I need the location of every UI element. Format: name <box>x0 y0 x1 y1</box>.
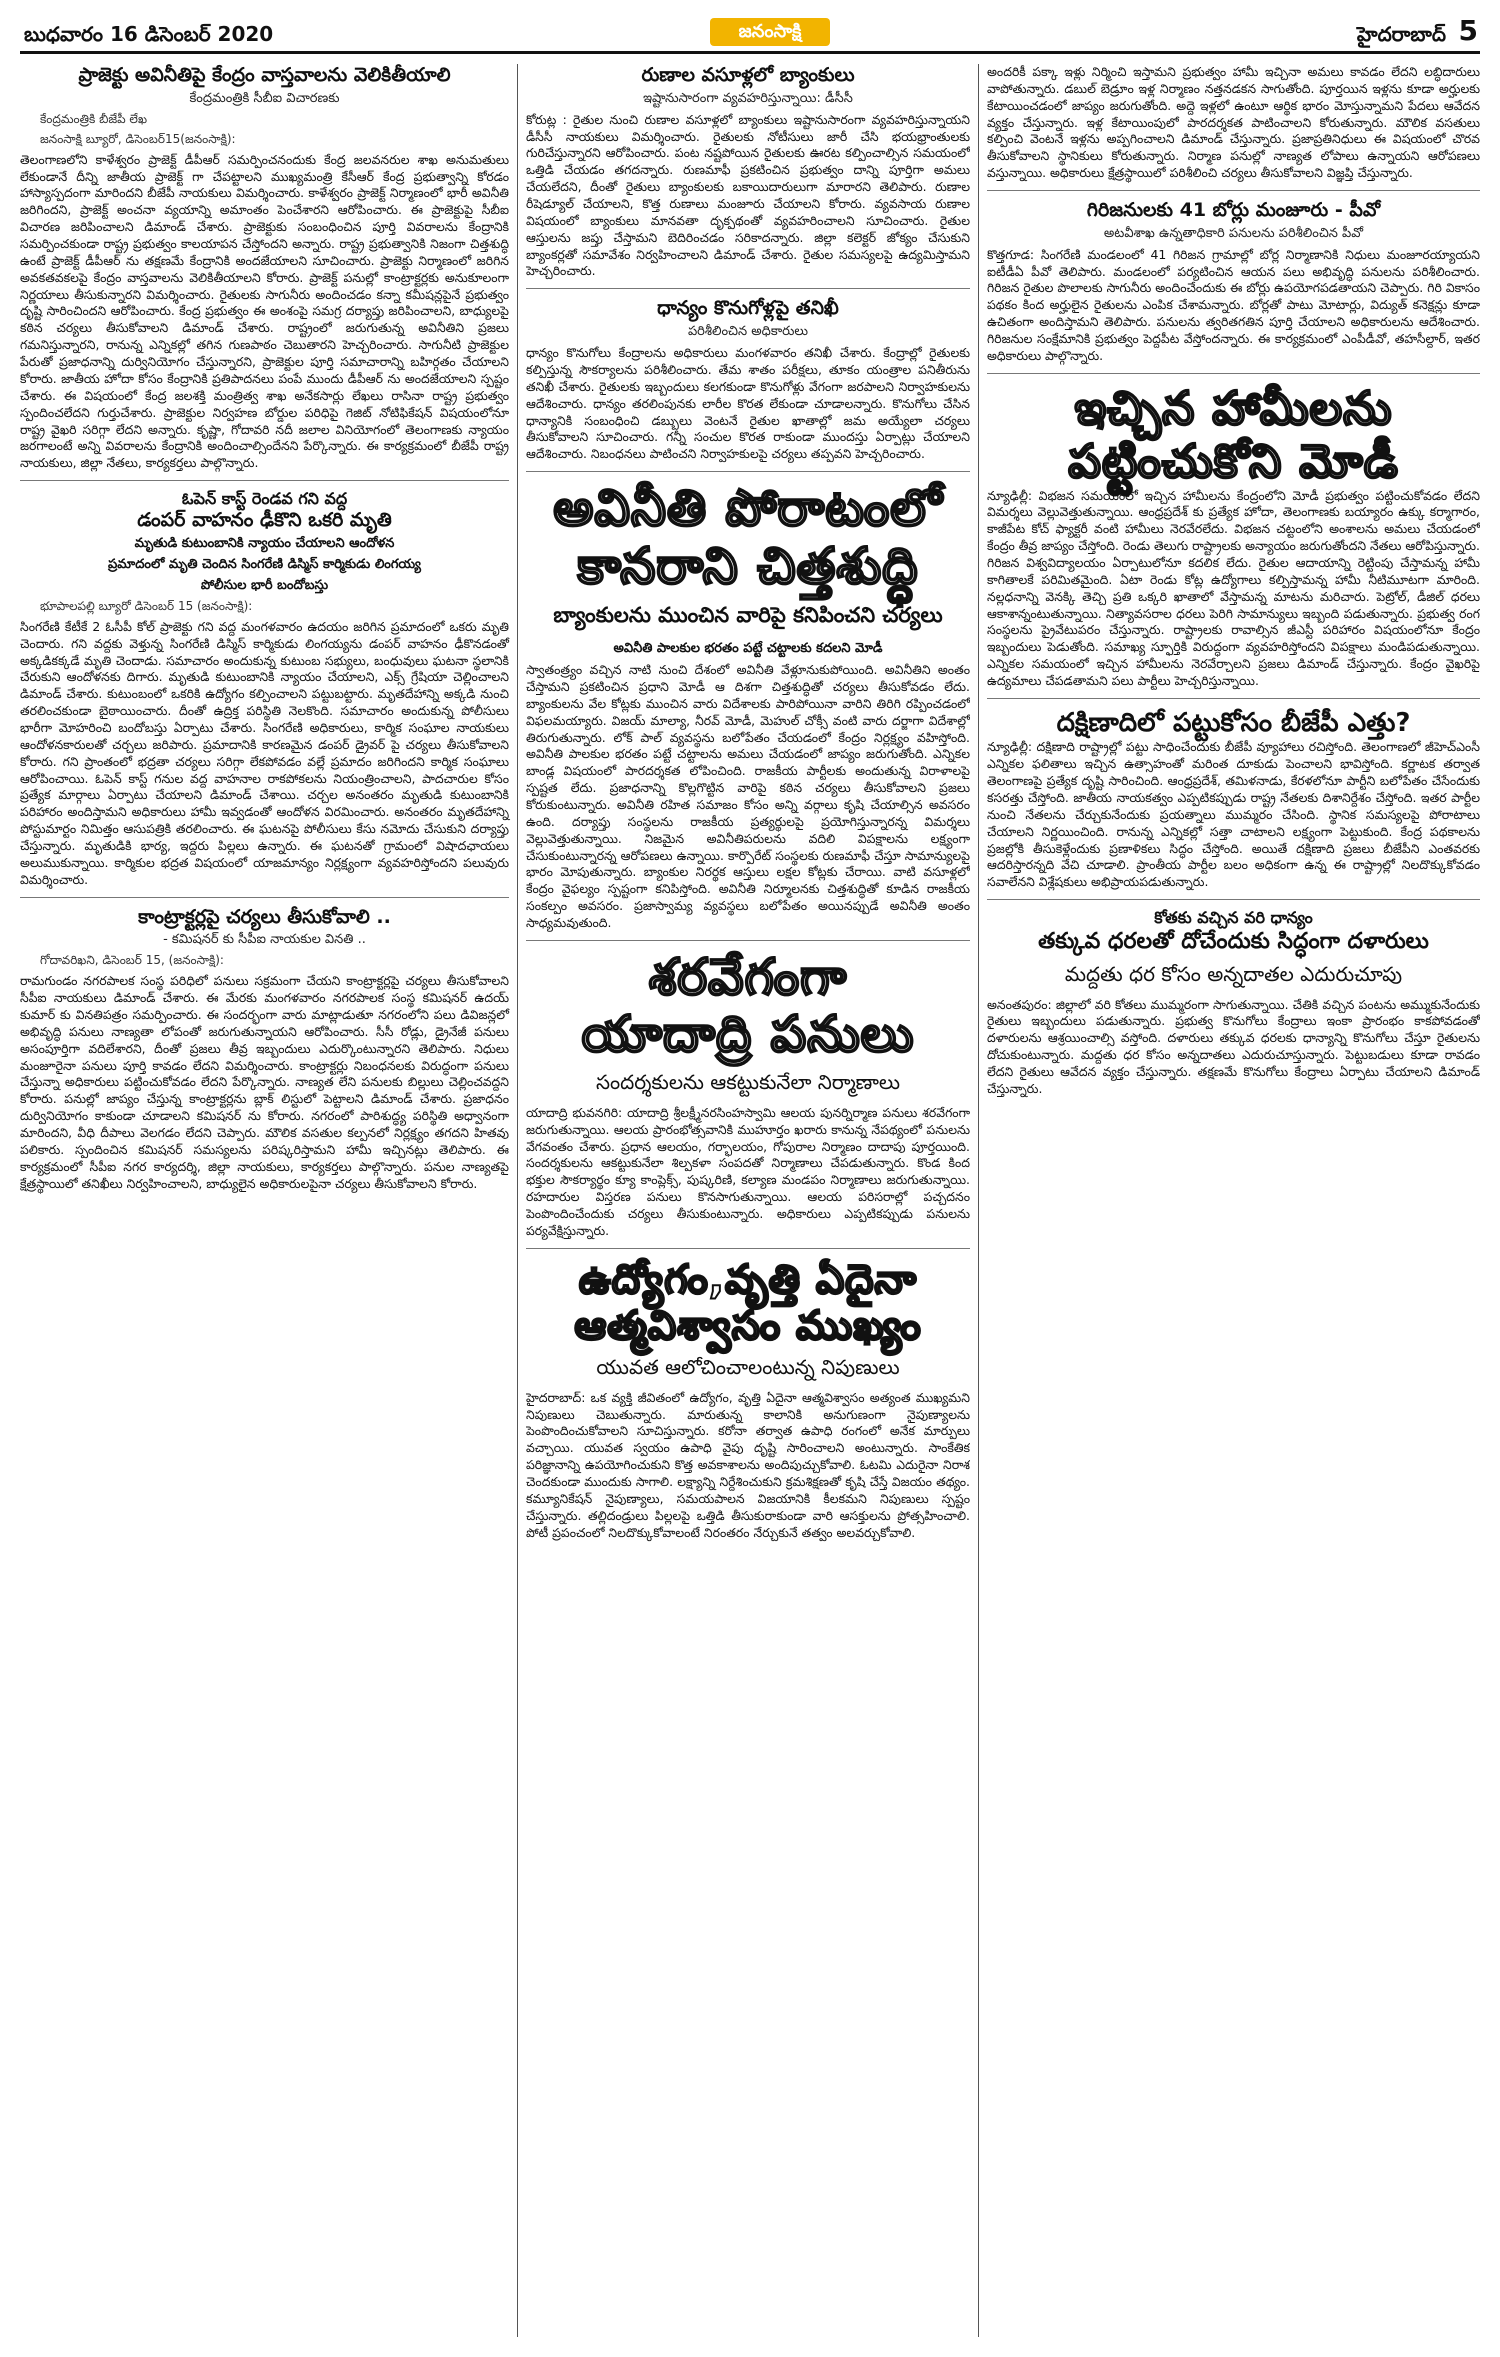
story-housing-continued <box>987 64 1480 191</box>
story-headline-main: డంపర్ వాహనం ఢీకొని ఒకరి మృతి <box>137 509 392 532</box>
feature-body: యాదాద్రి భువనగిరి: యాదాద్రి శ్రీలక్ష్మీనరసింహస్వామి ఆలయ పునర్నిర్మాణ పనులు శరవేగంగా జరుగుతున్నాయి. ఆలయ ప్రారంభోత్సవానికి ముహూర్తం ఖరారు కానున్న నేపథ్యంలో పనులను వేగవంతం చేశారు. ప్రధాన ఆలయం, గర్భాలయం, గోపురాల నిర్మాణం దాదాపు పూర్తయింది. సందర్శకులను ఆకట్టుకునేలా శిల్పకళా సంపదతో నిర్మాణాలు చేపడుతున్నారు. కొండ కింద భక్తుల సౌకర్యార్థం క్యూ కాంప్లెక్స్, పుష్కరిణి, కల్యాణ మండపం నిర్మాణాలు జరుగుతున్నాయి. రహదారుల విస్తరణ పనులు కొనసాగుతున్నాయి. ఆలయ పరిసరాల్లో పచ్చదనం పెంపొందించేందుకు చర్యలు తీసుకుంటున్నారు. అధికారులు ఎప్పటికప్పుడు పనులను పర్యవేక్షిస్తున్నారు. <box>526 1104 970 1238</box>
story-body: ధాన్యం కొనుగోలు కేంద్రాలను అధికారులు మంగళవారం తనిఖీ చేశారు. కేంద్రాల్లో రైతులకు కల్పిస్తున్న సౌకర్యాలను పరిశీలించారు. తేమ శాతం పరీక్షలు, తూకం యంత్రాల పనితీరును తనిఖీ చేశారు. రైతులకు ఇబ్బందులు కలగకుండా కొనుగోళ్లు వేగంగా జరపాలని నిర్వాహకులను ఆదేశించారు. ధాన్యం తరలింపునకు లారీల కొరత లేకుండా చూడాలన్నారు. కొనుగోలు చేసిన ధాన్యానికి సంబంధించి డబ్బులు వెంటనే రైతుల ఖాతాల్లో జమ అయ్యేలా చర్యలు తీసుకోవాలని సూచించారు. గన్నీ సంచుల కొరత రాకుండా ముందస్తు ఏర్పాట్లు చేయాలని ఆదేశించారు. నిబంధనలు పాటించని నిర్వాహకులపై చర్యలు తప్పవని హెచ్చరించారు. <box>526 345 970 462</box>
masthead <box>20 14 1480 54</box>
feature-subhead: బ్యాంకులను ముంచిన వారిపై కనిపించని చర్యలు <box>553 603 943 628</box>
feature-headline-line1: ఉద్యోగం,వృత్తి ఏదైనా <box>578 1256 918 1303</box>
story-bjp-south <box>987 707 1480 900</box>
story-body: కొత్తగూడ: సింగరేణి మండలంలో 41 గిరిజన గ్రామాల్లో బోర్ల నిర్మాణానికి నిధులు మంజూరయ్యాయని ఐటీడీఏ పీవో తెలిపారు. మండలంలో పర్యటించిన ఆయన పలు అభివృద్ధి పనులను పరిశీలించారు. గిరిజన రైతుల పొలాలకు సాగునీరు అందించేందుకు ఈ బోర్లు ఉపయోగపడతాయని చెప్పారు. గిరి వికాసం పథకం కింద అర్హులైన రైతులను ఎంపిక చేశామన్నారు. బోర్లతో పాటు మోటార్లు, విద్యుత్ కనెక్షన్లు కూడా ఉచితంగా అందిస్తామని తెలిపారు. పనులను త్వరితగతిన పూర్తి చేయాలని అధికారులను ఆదేశించారు. గిరిజనుల సంక్షేమానికి ప్రభుత్వం పెద్దపీట వేస్తోందన్నారు. ఈ కార్యక్రమంలో ఎంపీడీవో, తహసీల్దార్, ఇతర అధికారులు పాల్గొన్నారు. <box>987 246 1480 363</box>
story-headline: ధాన్యం కొనుగోళ్లపై తనిఖీ <box>657 297 839 320</box>
story-dateline: జనంసాక్షి బ్యూరో, డిసెంబర్15(జనంసాక్షి): <box>40 131 236 146</box>
story-subhead: ఇష్టానుసారంగా వ్యవహరిస్తున్నాయి: డీసీసీ <box>643 90 853 106</box>
feature-headline-line1: శరవేగంగా <box>648 947 848 1006</box>
story-subhead: మృతుడి కుటుంబానికి న్యాయం చేయాలని ఆందోళన <box>134 535 395 551</box>
feature-headline-line2: యాదాద్రి పనులు <box>581 1005 915 1064</box>
feature-headline-line1: ఇచ్చిన హామీలను <box>1074 380 1393 435</box>
story-tribal-borewells <box>987 199 1480 374</box>
story-paddy-harvest <box>987 908 1480 1106</box>
story-subhead: - కమిషనర్ కు సీపీఐ నాయకుల వినతి .. <box>163 932 366 948</box>
story-yadadri-feature <box>526 949 970 1249</box>
story-byline: కేంద్రమంత్రికి బీజేపీ లేఖ <box>40 111 148 126</box>
story-bank-loans <box>526 64 970 289</box>
column-right <box>978 64 1480 2337</box>
feature-subhead-2: అవినీతి పాలకుల భరతం పట్టే చట్టాలకు కదలని మోడీ <box>613 641 883 657</box>
story-body: న్యూఢిల్లీ: దక్షిణాది రాష్ట్రాల్లో పట్టు సాధించేందుకు బీజేపీ వ్యూహాలు రచిస్తోంది. తెలంగాణలో జీహెచ్ఎంసీ ఎన్నికల ఫలితాలు ఇచ్చిన ఉత్సాహంతో మరింత దూకుడు పెంచాలని భావిస్తోంది. కర్ణాటక తర్వాత తెలంగాణపై ప్రత్యేక దృష్టి సారించింది. ఆంధ్రప్రదేశ్, తమిళనాడు, కేరళలోనూ పార్టీని బలోపేతం చేసేందుకు కసరత్తు చేస్తోంది. జాతీయ నాయకత్వం ఎప్పటికప్పుడు రాష్ట్ర నేతలకు దిశానిర్దేశం చేస్తోంది. ఇతర పార్టీల నుంచి నేతలను చేర్చుకునేందుకు ప్రయత్నాలు ముమ్మరం చేసింది. స్థానిక సమస్యలపై పోరాటాలు చేయాలని నిర్ణయించింది. రానున్న ఎన్నికల్లో సత్తా చాటాలని లక్ష్యంగా పెట్టుకుంది. కేంద్ర పథకాలను ప్రజల్లోకి తీసుకెళ్లేందుకు ప్రణాళికలు సిద్ధం చేస్తోంది. అయితే దక్షిణాది ప్రజలు బీజేపీని ఎంతవరకు ఆదరిస్తారన్నది వేచి చూడాలి. ప్రాంతీయ పార్టీల బలం అధికంగా ఉన్న ఈ రాష్ట్రాల్లో నిలదొక్కుకోవడం సవాలేనని విశ్లేషకులు అభిప్రాయపడుతున్నారు. <box>987 739 1480 890</box>
story-subhead-2: ప్రమాదంలో మృతి చెందిన సింగరేణి డిస్మిస్ కార్మికుడు లింగయ్య <box>108 556 421 572</box>
story-contractors <box>20 906 509 1201</box>
story-body: సింగరేణి కేటీకే 2 ఓసీపీ కోల్ ప్రాజెక్టు గని వద్ద మంగళవారం ఉదయం జరిగిన ప్రమాదంలో ఒకరు మృతి చెందారు. గని వద్దకు వెళ్తున్న సింగరేణి డిస్మిస్ కార్మికుడు లింగయ్యను డంపర్ వాహనం ఢీకొనడంతో అక్కడికక్కడే మృతి చెందాడు. సమాచారం అందుకున్న కుటుంబ సభ్యులు, బంధువులు ఘటనా స్థలానికి చేరుకుని ఆందోళనకు దిగారు. మృతుడి కుటుంబానికి న్యాయం చేయాలని, ఎక్స్ గ్రేషియా చెల్లించాలని డిమాండ్ చేశారు. కుటుంబంలో ఒకరికి ఉద్యోగం కల్పించాలని పట్టుబట్టారు. మృతదేహాన్ని అక్కడి నుంచి తరలించకుండా బైఠాయించారు. దీంతో ఉద్రిక్త పరిస్థితి నెలకొంది. సమాచారం అందుకున్న పోలీసులు భారీగా మోహరించి బందోబస్తు ఏర్పాటు చేశారు. సింగరేణి అధికారులు, కార్మిక సంఘాల నాయకులు ఆందోళనకారులతో చర్చలు జరిపారు. ప్రమాదానికి కారణమైన డంపర్ డ్రైవర్ పై చర్యలు తీసుకోవాలని కోరారు. గని ప్రాంతంలో భద్రతా చర్యలు సరిగ్గా లేకపోవడం వల్లే ప్రమాదం జరిగిందని కార్మిక సంఘాలు ఆరోపించాయి. ఓపెన్ కాస్ట్ గనుల వద్ద వాహనాల రాకపోకలను నియంత్రించాలని, పాదచారుల కోసం ప్రత్యేక మార్గాలు ఏర్పాటు చేయాలని డిమాండ్ చేశాయి. చర్చల అనంతరం మృతుడి కుటుంబానికి పరిహారం అందిస్తామని అధికారులు హామీ ఇవ్వడంతో ఆందోళన విరమించారు. అనంతరం మృతదేహాన్ని పోస్టుమార్టం నిమిత్తం ఆసుపత్రికి తరలించారు. ఈ ఘటనపై పోలీసులు కేసు నమోదు చేసుకుని దర్యాప్తు చేస్తున్నారు. మృతుడికి భార్య, ఇద్దరు పిల్లలు ఉన్నారు. ఈ ఘటనతో గ్రామంలో విషాదఛాయలు అలుముకున్నాయి. కార్మికుల భద్రత విషయంలో యాజమాన్యం నిర్లక్ష్యంగా వ్యవహరిస్తోందని పలువురు విమర్శించారు. <box>20 618 509 887</box>
story-promises-feature <box>987 382 1480 699</box>
story-body: రామగుండం నగరపాలక సంస్థ పరిధిలో పనులు సక్రమంగా చేయని కాంట్రాక్టర్లపై చర్యలు తీసుకోవాలని సీపీఐ నాయకులు డిమాండ్ చేశారు. ఈ మేరకు మంగళవారం నగరపాలక సంస్థ కమిషనర్ ఉదయ్ కుమార్ కు వినతిపత్రం సమర్పించారు. ఈ సందర్భంగా వారు మాట్లాడుతూ నగరంలోని పలు డివిజన్లలో అభివృద్ధి పనులు నాణ్యతా లోపంతో జరుగుతున్నాయని ఆరోపించారు. సీసీ రోడ్లు, డ్రైనేజీ పనులు అసంపూర్తిగా వదిలేశారని, దీంతో ప్రజలు తీవ్ర ఇబ్బందులు ఎదుర్కొంటున్నారని తెలిపారు. నిధులు మంజూరైనా పనులు పూర్తి కావడం లేదని విమర్శించారు. కాంట్రాక్టర్లు నిబంధనలకు విరుద్ధంగా పనులు చేస్తున్నా అధికారులు పట్టించుకోవడం లేదని పేర్కొన్నారు. నాణ్యత లేని పనులకు బిల్లులు చెల్లించవద్దని కోరారు. పనుల్లో జాప్యం చేస్తున్న కాంట్రాక్టర్లను బ్లాక్ లిస్టులో పెట్టాలని డిమాండ్ చేశారు. ప్రజాధనం దుర్వినియోగం కాకుండా చూడాలని కమిషనర్ ను కోరారు. నగరంలో పారిశుద్ధ్య పరిస్థితి అధ్వానంగా మారిందని, వీధి దీపాలు వెలగడం లేదని చెప్పారు. మౌలిక వసతుల కల్పనలో నిర్లక్ష్యం తగదని హితవు పలికారు. స్పందించిన కమిషనర్ సమస్యలను పరిష్కరిస్తామని హామీ ఇచ్చినట్లు తెలిపారు. ఈ కార్యక్రమంలో సీపీఐ నగర కార్యదర్శి, జిల్లా నాయకులు, కార్యకర్తలు పాల్గొన్నారు. పనుల నాణ్యతపై క్షేత్రస్థాయిలో తనిఖీలు నిర్వహించాలని, బాధ్యులైన అధికారులపైనా చర్యలు తీసుకోవాలని కోరారు. <box>20 973 509 1191</box>
feature-headline-line1: అవినీతి పోరాటంలో <box>553 479 943 538</box>
column-middle <box>526 64 970 2337</box>
story-corruption-feature <box>526 480 970 941</box>
story-headline: దక్షిణాదిలో పట్టుకోసం బీజేపీ ఎత్తు? <box>1056 707 1411 738</box>
story-dateline: భూపాలపల్లి బ్యూరో డిసెంబర్ 15 (జనంసాక్షి): <box>40 598 253 613</box>
story-headline: రుణాల వసూళ్లలో బ్యాంకులు <box>641 64 855 86</box>
story-body: కోరుట్ల : రైతుల నుంచి రుణాల వసూళ్లలో బ్యాంకులు ఇష్టానుసారంగా వ్యవహరిస్తున్నాయని డీసీసీ నాయకులు విమర్శించారు. రైతులకు నోటీసులు జారీ చేసి భయభ్రాంతులకు గురిచేస్తున్నారని ఆరోపించారు. పంట నష్టపోయిన రైతులకు ఊరట కల్పించాల్సిన సమయంలో ఒత్తిడి చేయడం తగదన్నారు. రుణమాఫీ ప్రకటించిన ప్రభుత్వం దాన్ని పూర్తిగా అమలు చేయలేదని, దీంతో రైతులు బ్యాంకులకు బకాయిదారులుగా మారారని తెలిపారు. రుణాల రీషెడ్యూల్ చేయాలని, కొత్త రుణాలు మంజూరు చేయాలని కోరారు. వ్యవసాయ రుణాల విషయంలో బ్యాంకులు మానవతా దృక్పథంతో వ్యవహరించాలని సూచించారు. రైతుల ఆస్తులను జప్తు చేస్తామని బెదిరించడం సరికాదన్నారు. జిల్లా కలెక్టర్ జోక్యం చేసుకుని బ్యాంకర్లతో సమావేశం నిర్వహించాలని డిమాండ్ చేశారు. రైతుల సమస్యలపై ఉద్యమిస్తామని హెచ్చరించారు. <box>526 111 970 279</box>
story-subhead-3: పోలీసుల భారీ బందోబస్తు <box>200 577 329 593</box>
story-headline: గిరిజనులకు 41 బోర్లు మంజూరు - పీవో <box>1086 199 1381 222</box>
feature-body: స్వాతంత్ర్యం వచ్చిన నాటి నుంచి దేశంలో అవినీతి వేళ్లూనుకుపోయింది. అవినీతిని అంతం చేస్తామని ప్రకటించిన ప్రధాని మోడీ ఆ దిశగా చిత్తశుద్ధితో చర్యలు తీసుకోవడం లేదు. బ్యాంకులను వేల కోట్లకు ముంచిన వారు విదేశాలకు పారిపోయినా వారిని తిరిగి రప్పించడంలో విఫలమయ్యారు. విజయ్ మాల్యా, నీరవ్ మోడీ, మెహుల్ చోక్సీ వంటి వారు దర్జాగా విదేశాల్లో తిరుగుతున్నారు. లోక్ పాల్ వ్యవస్థను బలోపేతం చేయడంలో కేంద్రం నిర్లక్ష్యం వహిస్తోంది. అవినీతి పాలకుల భరతం పట్టే చట్టాలను అమలు చేయడంలో జాప్యం జరుగుతోంది. ఎన్నికల బాండ్ల విషయంలో పారదర్శకత లోపించింది. రాజకీయ పార్టీలకు అందుతున్న విరాళాలపై స్పష్టత లేదు. ప్రజాధనాన్ని కొల్లగొట్టిన వారిపై కఠిన చర్యలు తీసుకోవాలని ప్రజలు కోరుకుంటున్నారు. అవినీతి రహిత సమాజం కోసం అన్ని వర్గాలు కృషి చేయాల్సిన అవసరం ఉంది. దర్యాప్తు సంస్థలను రాజకీయ ప్రత్యర్థులపై ప్రయోగిస్తున్నారన్న విమర్శలు వెల్లువెత్తుతున్నాయి. నిజమైన అవినీతిపరులను వదిలి విపక్షాలను లక్ష్యంగా చేసుకుంటున్నారన్న ఆరోపణలు ఉన్నాయి. కార్పొరేట్ సంస్థలకు రుణమాఫీ చేస్తూ సామాన్యులపై భారం మోపుతున్నారు. బ్యాంకుల నిరర్థక ఆస్తులు లక్షల కోట్లకు చేరాయి. వాటి వసూళ్లలో కేంద్రం వైఫల్యం స్పష్టంగా కనిపిస్తోంది. అవినీతి నిర్మూలనకు చిత్తశుద్ధితో కూడిన రాజకీయ సంకల్పం అవసరం. ప్రజాస్వామ్య వ్యవస్థలు బలోపేతం అయినప్పుడే అవినీతి అంతం సాధ్యమవుతుంది. <box>526 662 970 930</box>
story-dateline: గోదావరిఖని, డిసెంబర్ 15, (జనంసాక్షి): <box>40 953 224 968</box>
story-subhead: మద్దతు ధర కోసం అన్నదాతల ఎదురుచూపు <box>1064 961 1403 986</box>
edition-city: హైదరాబాద్ <box>1356 22 1446 46</box>
page-number: 5 <box>1458 14 1478 47</box>
story-headline: ఓపెన్ కాస్ట్ రెండవ గని వద్ద <box>181 489 348 509</box>
issue-date: బుధవారం 16 డిసెంబర్ 2020 <box>24 22 274 46</box>
story-body: తెలంగాణలోని కాళేశ్వరం ప్రాజెక్ట్ డీపీఆర్ సమర్పించనందుకు కేంద్ర జలవనరుల శాఖ అనుమతులు లేకుండానే దీన్ని జాతీయ ప్రాజెక్ట్ గా చేపట్టాలని ముఖ్యమంత్రి కేసీఆర్ కేంద్ర ప్రభుత్వాన్ని కోరడం హాస్యాస్పదంగా మారిందని బీజేపీ నాయకులు విమర్శించారు. కాళేశ్వరం ప్రాజెక్ట్ నిర్మాణంలో భారీ అవినీతి జరిగిందని, ప్రాజెక్ట్ అంచనా వ్యయాన్ని అమాంతం పెంచేశారని ఆరోపించారు. ఈ ప్రాజెక్టుపై సీబీఐ విచారణ జరిపించాలని డిమాండ్ చేశారు. ప్రాజెక్టుకు సంబంధించిన పూర్తి వివరాలను కేంద్రానికి సమర్పించకుండా రాష్ట్ర ప్రభుత్వం కాలయాపన చేస్తోందని అన్నారు. రాష్ట్ర ప్రభుత్వానికి నిజంగా చిత్తశుద్ధి ఉంటే ప్రాజెక్ట్ డీపీఆర్ ను తక్షణమే కేంద్రానికి అందజేయాలని సూచించారు. ప్రాజెక్టు నిర్మాణంలో జరిగిన అవకతవకలపై కేంద్రం వాస్తవాలను వెలికితీయాలని కోరారు. ప్రాజెక్ట్ పనుల్లో కాంట్రాక్టర్లకు అనుకూలంగా నిర్ణయాలు తీసుకున్నారని విమర్శించారు. రైతులకు సాగునీరు అందించడం కన్నా కమీషన్లపైనే ప్రభుత్వం దృష్టి సారించిందని ఆరోపించారు. కేంద్ర ప్రభుత్వం ఈ అంశంపై సమగ్ర దర్యాప్తు జరిపించాలని, బాధ్యులపై కఠిన చర్యలు తీసుకోవాలని డిమాండ్ చేశారు. రాష్ట్రంలో జరుగుతున్న అవినీతిని ప్రజలు గమనిస్తున్నారని, రానున్న ఎన్నికల్లో తగిన గుణపాఠం చెబుతారని హెచ్చరించారు. సాగునీటి ప్రాజెక్టుల పేరుతో ప్రజాధనాన్ని దుర్వినియోగం చేస్తున్నారని, ప్రాజెక్టుల పూర్తి సమాచారాన్ని బహిర్గతం చేయాలని కోరారు. జాతీయ హోదా కోసం కేంద్రానికి ప్రతిపాదనలు పంపే ముందు డీపీఆర్ ను అందజేయాలని స్పష్టం చేశారు. ఈ విషయంలో కేంద్ర జలశక్తి మంత్రిత్వ శాఖ అనేకసార్లు లేఖలు రాసినా రాష్ట్ర ప్రభుత్వం స్పందించలేదని గుర్తుచేశారు. ప్రాజెక్టుల నిర్వహణ బోర్డుల పరిధిపై గెజిట్ నోటిఫికేషన్ విషయంలోనూ రాష్ట్ర వైఖరి సరిగ్గా లేదని అన్నారు. కృష్ణా, గోదావరి నదీ జలాల వినియోగంలో తెలంగాణకు న్యాయం జరగాలంటే అన్ని వివరాలను కేంద్రానికి అందించాల్సిందేనని పేర్కొన్నారు. ఈ కార్యక్రమంలో బీజేపీ రాష్ట్ర నాయకులు, జిల్లా నేతలు, కార్యకర్తలు పాల్గొన్నారు. <box>20 151 509 471</box>
story-body: అనంతపురం: జిల్లాలో వరి కోతలు ముమ్మరంగా సాగుతున్నాయి. చేతికి వచ్చిన పంటను అమ్ముకునేందుకు రైతులు ఇబ్బందులు పడుతున్నారు. ప్రభుత్వ కొనుగోలు కేంద్రాలు ఇంకా ప్రారంభం కాకపోవడంతో దళారులను ఆశ్రయించాల్సి వస్తోంది. దళారులు తక్కువ ధరలకు ధాన్యాన్ని కొనుగోలు చేస్తూ రైతులను దోచుకుంటున్నారు. మద్దతు ధర కోసం అన్నదాతలు ఎదురుచూస్తున్నారు. పెట్టుబడులు కూడా రావడం లేదని రైతులు ఆవేదన వ్యక్తం చేస్తున్నారు. తక్షణమే కొనుగోలు కేంద్రాలు ఏర్పాటు చేయాలని డిమాండ్ చేస్తున్నారు. <box>987 996 1480 1096</box>
feature-body: న్యూఢిల్లీ: విభజన సమయంలో ఇచ్చిన హామీలను కేంద్రంలోని మోడీ ప్రభుత్వం పట్టించుకోవడం లేదని విమర్శలు వెల్లువెత్తుతున్నాయి. ఆంధ్రప్రదేశ్ కు ప్రత్యేక హోదా, తెలంగాణకు బయ్యారం ఉక్కు కర్మాగారం, కాజీపేట కోచ్ ఫ్యాక్టరీ వంటి హామీలు నెరవేరలేదు. విభజన చట్టంలోని అంశాలను అమలు చేయడంలో కేంద్రం తీవ్ర జాప్యం చేస్తోంది. రెండు తెలుగు రాష్ట్రాలకు అన్యాయం జరుగుతోందని నేతలు ఆరోపిస్తున్నారు. గిరిజన విశ్వవిద్యాలయం ఏర్పాటులోనూ కదలిక లేదు. రైతుల ఆదాయాన్ని రెట్టింపు చేస్తామన్న హామీ కాగితాలకే పరిమితమైంది. ఏటా రెండు కోట్ల ఉద్యోగాలు కల్పిస్తామన్న హామీ నీటిమూటగా మారింది. నల్లధనాన్ని వెనక్కి తెచ్చి ప్రతి ఒక్కరి ఖాతాలో వేస్తామన్న మాటను మరిచారు. పెట్రోల్, డీజిల్ ధరలు ఆకాశాన్నంటుతున్నాయి. నిత్యావసరాల ధరలు పెరిగి సామాన్యులు ఇబ్బంది పడుతున్నారు. ప్రభుత్వ రంగ సంస్థలను ప్రైవేటుపరం చేస్తున్నారు. రాష్ట్రాలకు రావాల్సిన జీఎస్టీ పరిహారం విషయంలోనూ కేంద్రం ఇబ్బందులు పెడుతోంది. సమాఖ్య స్ఫూర్తికి విరుద్ధంగా వ్యవహరిస్తోందని విపక్షాలు మండిపడుతున్నాయి. ఎన్నికల సమయంలో ఇచ్చిన హామీలను నెరవేర్చాలని ప్రజలు డిమాండ్ చేస్తున్నారు. కేంద్రం వైఖరిపై ఉద్యమాలు చేపడతామని పలు పార్టీలు హెచ్చరిస్తున్నాయి. <box>987 487 1480 689</box>
story-open-cast-accident <box>20 489 509 898</box>
story-grain-inspection <box>526 297 970 472</box>
story-subhead: కేంద్రమంత్రికి సీబీఐ విచారణకు <box>189 90 340 106</box>
feature-subhead: యువత ఆలోచించాలంటున్న నిపుణులు <box>596 1354 900 1379</box>
column-left <box>20 64 518 2337</box>
story-headline: కోతకు వచ్చిన వరి ధాన్యం <box>1154 908 1313 928</box>
newspaper-logo: జనంసాక్షి <box>710 18 830 46</box>
feature-subhead: సందర్శకులను ఆకట్టుకునేలా నిర్మాణాలు <box>595 1069 901 1094</box>
story-headline-main: తక్కువ ధరలతో దోచేందుకు సిద్ధంగా దళారులు <box>1038 929 1429 955</box>
story-confidence-feature <box>526 1257 970 1550</box>
story-headline: ప్రాజెక్టు అవినీతిపై కేంద్రం వాస్తవాలను వెలికితీయాలి <box>78 64 451 86</box>
feature-body: హైదరాబాద్: ఒక వ్యక్తి జీవితంలో ఉద్యోగం, వృత్తి ఏదైనా ఆత్మవిశ్వాసం అత్యంత ముఖ్యమని నిపుణులు చెబుతున్నారు. మారుతున్న కాలానికి అనుగుణంగా నైపుణ్యాలను పెంపొందించుకోవాలని సూచిస్తున్నారు. కరోనా తర్వాత ఉపాధి రంగంలో అనేక మార్పులు వచ్చాయి. యువత స్వయం ఉపాధి వైపు దృష్టి సారించాలని అంటున్నారు. సాంకేతిక పరిజ్ఞానాన్ని ఉపయోగించుకుని కొత్త అవకాశాలను అందిపుచ్చుకోవాలి. ఓటమి ఎదురైనా నిరాశ చెందకుండా ముందుకు సాగాలి. లక్ష్యాన్ని నిర్దేశించుకుని క్రమశిక్షణతో కృషి చేస్తే విజయం తథ్యం. కమ్యూనికేషన్ నైపుణ్యాలు, సమయపాలన విజయానికి కీలకమని నిపుణులు స్పష్టం చేస్తున్నారు. తల్లిదండ్రులు పిల్లలపై ఒత్తిడి తీసుకురాకుండా వారి ఆసక్తులను ప్రోత్సహించాలి. పోటీ ప్రపంచంలో నిలదొక్కుకోవాలంటే నిరంతరం నేర్చుకునే తత్వం అలవర్చుకోవాలి. <box>526 1389 970 1540</box>
story-subhead: అటవీశాఖ ఉన్నతాధికారి పనులను పరిశీలించిన పీవో <box>1103 225 1364 241</box>
feature-headline-line2: పట్టించుకోని మోడీ <box>1068 433 1399 488</box>
story-kaleshwaram <box>20 64 509 481</box>
story-subhead: పరిశీలించిన అధికారులు <box>687 324 809 340</box>
story-headline: కాంట్రాక్టర్లపై చర్యలు తీసుకోవాలి .. <box>138 905 391 928</box>
story-body: అందరికీ పక్కా ఇళ్లు నిర్మించి ఇస్తామని ప్రభుత్వం హామీ ఇచ్చినా అమలు కావడం లేదని లబ్ధిదారులు వాపోతున్నారు. డబుల్ బెడ్రూం ఇళ్ల నిర్మాణం నత్తనడకన సాగుతోంది. పూర్తయిన ఇళ్లను కూడా అర్హులకు కేటాయించడంలో జాప్యం జరుగుతోంది. అద్దె ఇళ్లలో ఉంటూ ఆర్థిక భారం మోస్తున్నామని పేదలు ఆవేదన వ్యక్తం చేస్తున్నారు. ఇళ్ల కేటాయింపులో పారదర్శకత పాటించాలని కోరుతున్నారు. మౌలిక వసతులు కల్పించి వెంటనే ఇళ్లను అప్పగించాలని డిమాండ్ చేస్తున్నారు. ప్రజాప్రతినిధులు ఈ విషయంలో చొరవ తీసుకోవాలని స్థానికులు కోరుతున్నారు. నిర్మాణ పనుల్లో నాణ్యత లోపాలు ఉన్నాయని ఆరోపణలు వస్తున్నాయి. అధికారులు క్షేత్రస్థాయిలో పరిశీలించి చర్యలు తీసుకోవాలని విజ్ఞప్తి చేస్తున్నారు. <box>987 64 1480 181</box>
feature-headline-line2: కానరాని చిత్తశుద్ధి <box>577 536 919 595</box>
feature-headline-line2: ఆత్మవిశ్వాసం ముఖ్యం <box>574 1302 922 1349</box>
